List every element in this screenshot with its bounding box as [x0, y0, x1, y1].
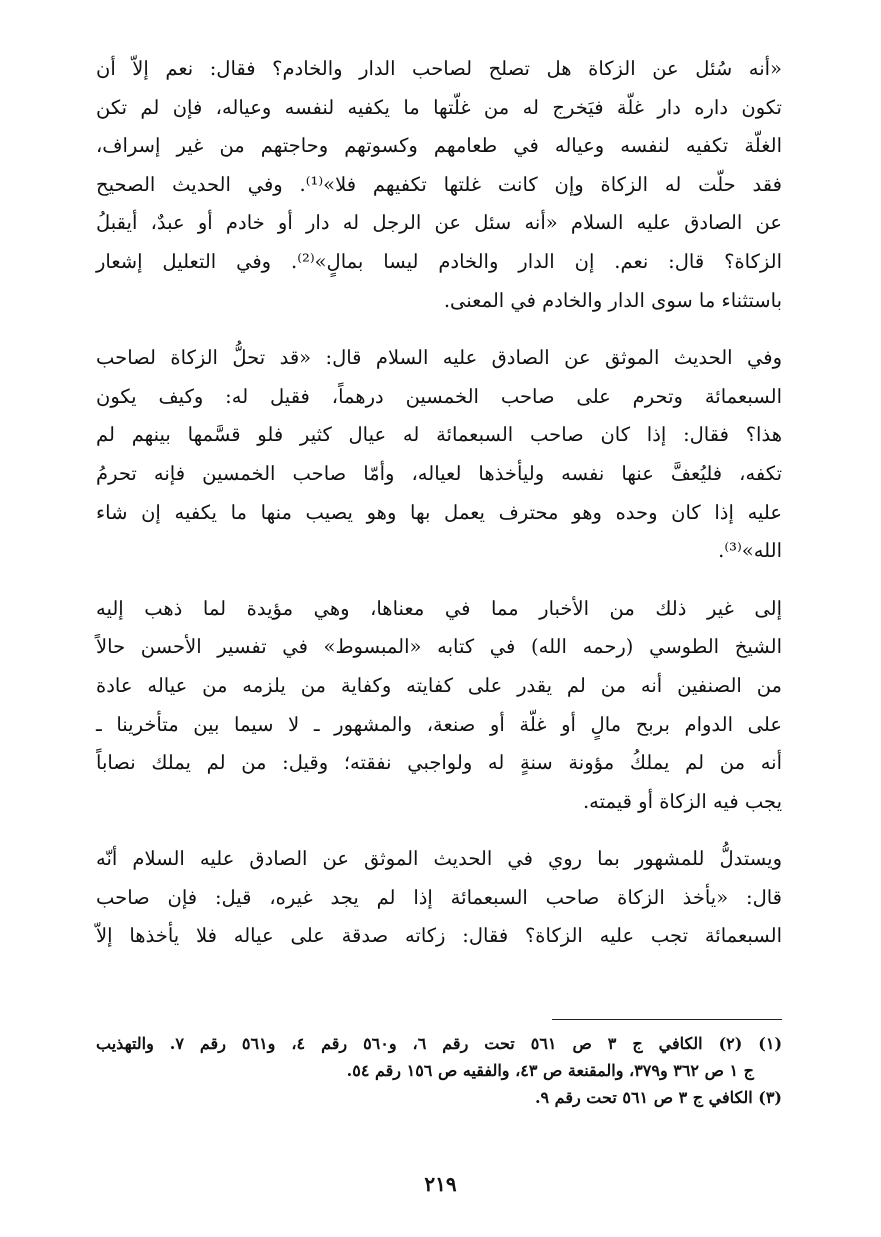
text-line: «أنه سُئل عن الزكاة هل تصلح لصاحب الدار والخادم؟ فقال: نعم إلاّ أن: [96, 57, 782, 80]
text-line: الشيخ الطوسي (رحمه الله) في كتابه «المبسوط» في تفسير الأحسن حالاً: [96, 635, 782, 659]
text-line: أنه من لم يملكُ مؤونة سنةٍ له ولواجبي نفقته؛ وقيل: من لم يملك نصاباً: [96, 751, 782, 775]
page-body: [96, 50, 782, 956]
footnote-line: (١) (٢) الكافي ج ٣ ص ٥٦١ تحت رقم ٦، و٥٦٠ رقم ٤، و٥٦١ رقم ٧. والتهذيب: [96, 1034, 783, 1053]
footnote-divider: [552, 1019, 782, 1020]
text-line: من الصنفين أنه من لم يقدر على كفايته وكفاية من يلزمه من عياله عادة: [96, 673, 782, 697]
text-line: يجب فيه الزكاة أو قيمته.: [582, 789, 782, 813]
footnote-line: ج ١ ص ٣٦٢ و٣٧٩، والمقنعة ص ٤٣، والفقيه ص ١٥٦ رقم ٥٤.: [346, 1061, 754, 1080]
text-line: فقد حلّت له الزكاة وإن كانت غلتها تكفيهم فلا»⁽¹⁾. وفي الحديث الصحيح: [96, 172, 782, 196]
text-line: عن الصادق عليه السلام «أنه سئل عن الرجل له دار أو خادم أو عبدٌ، أيقبلُ: [96, 211, 782, 235]
paragraph-4: [96, 840, 782, 956]
text-line: السبعمائة وتحرم على صاحب الخمسين درهماً، فقيل له: وكيف يكون: [96, 384, 782, 408]
text-line: وفي الحديث الموثق عن الصادق عليه السلام قال: «قد تحلُّ الزكاة لصاحب: [96, 346, 782, 370]
text-line: تكون داره دار غلّة فيَخرج له من غلّتها ما يكفيه لنفسه وعياله، فإن لم تكن: [96, 95, 782, 119]
text-line: تكفه، فليُعفَّ عنها نفسه وليأخذها لعياله، وأمّا صاحب الخمسين فإنه تحرمُ: [96, 461, 782, 485]
page-number: ٢١٩: [424, 1172, 457, 1196]
text-line: الله»⁽³⁾.: [718, 539, 782, 563]
text-line: عليه إذا كان وحده وهو محترف يعمل بها وهو يصيب منها ما يكفيه إن شاء: [96, 500, 782, 524]
text-line: إلى غير ذلك من الأخبار مما في معناها، وهي مؤيدة لما ذهب إليه: [96, 596, 782, 620]
text-line: هذا؟ فقال: إذا كان صاحب السبعمائة له عيال كثير فلو قسَّمها بينهم لم: [96, 423, 782, 447]
footnote-line: (٣) الكافي ج ٣ ص ٥٦١ تحت رقم ٩.: [534, 1088, 782, 1107]
text-line: الغلّة تكفيه لنفسه وعياله في طعامهم وكسوتهم وحاجتهم من غير إسراف،: [96, 134, 782, 158]
text-line: السبعمائة تجب عليه الزكاة؟ فقال: زكاته صدقة على عياله فلا يأخذها إلاّ: [96, 924, 782, 948]
text-line: ويستدلُّ للمشهور بما روي في الحديث الموثق عن الصادق عليه السلام أنّه: [96, 847, 782, 871]
text-line: الزكاة؟ قال: نعم. إن الدار والخادم ليسا بمالٍ»⁽²⁾. وفي التعليل إشعار: [96, 249, 782, 273]
text-line: باستثناء ما سوى الدار والخادم في المعنى.: [443, 288, 782, 312]
footnotes: [96, 1030, 782, 1111]
paragraph-1: [96, 50, 782, 320]
paragraph-3: [96, 590, 782, 822]
text-line: على الدوام بربح مالٍ أو غلّة أو صنعة، والمشهور ـ لا سيما بين متأخرينا ـ: [96, 712, 782, 736]
text-line: قال: «يأخذ الزكاة صاحب السبعمائة إذا لم يجد غيره، قيل: فإن صاحب: [96, 885, 782, 909]
paragraph-2: [96, 339, 782, 571]
